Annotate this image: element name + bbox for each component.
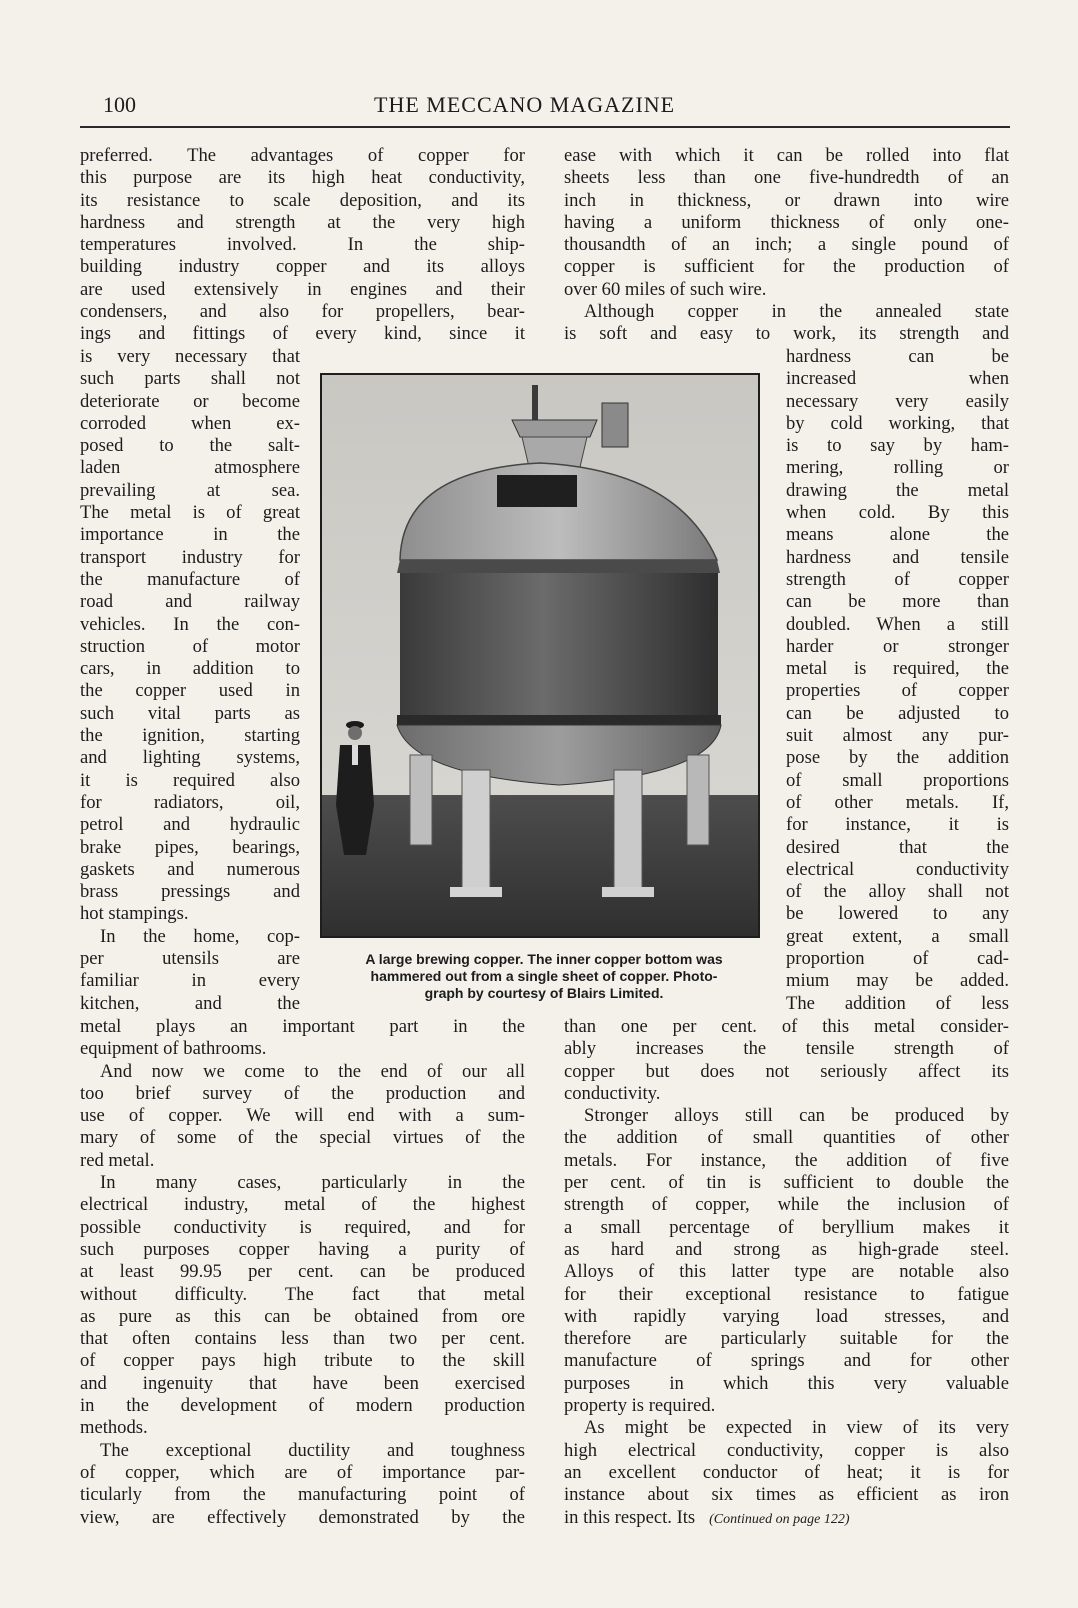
text-line: than one per cent. of this metal consider- [564, 1016, 1009, 1037]
text-line: transport industry for [80, 546, 300, 568]
text-line: Alloys of this latter type are notable also [564, 1261, 1009, 1283]
caption-line: hammered out from a single sheet of copper. Photo- [370, 968, 718, 984]
text-line: proportion of cad- [786, 948, 1009, 970]
text-line: thousandth of an inch; a single pound of [564, 234, 1009, 256]
text-line: such vital parts as [80, 702, 300, 724]
text-line: property is required. [564, 1395, 716, 1417]
text-line: posed to the salt- [80, 435, 300, 457]
text-line: ings and fittings of every kind, since it [80, 323, 525, 345]
text-line: that often contains less than two per cent. [80, 1328, 525, 1350]
text-line: In many cases, particularly in the [100, 1172, 525, 1194]
text-line: electrical conductivity [786, 858, 1009, 880]
text-line: it is required also [80, 769, 300, 791]
right-column-top [564, 145, 1009, 346]
text-line: with rapidly varying load stresses, and [564, 1305, 1009, 1327]
right-column-bottom [564, 1016, 1009, 1531]
text-line: condensers, and also for propellers, bear- [80, 301, 525, 323]
text-line: in the development of modern production [80, 1395, 525, 1417]
text-line: mium may be added. [786, 970, 1009, 992]
text-line [564, 1507, 1009, 1531]
text-line: the copper used in [80, 680, 300, 702]
text-line: mering, rolling or [786, 457, 1009, 479]
text-line: purposes in which this very valuable [564, 1372, 1009, 1394]
text-line: for instance, it is [786, 814, 1009, 836]
header-rule [80, 126, 1010, 128]
right-column-wrap [786, 346, 1009, 1015]
text-line: The addition of less [786, 992, 1009, 1014]
text-line: metal plays an important part in the [80, 1016, 525, 1037]
magazine-title: THE MECCANO MAGAZINE [374, 92, 676, 117]
text-line: building industry copper and its alloys [80, 256, 525, 278]
text-line: instance about six times as efficient as iron [564, 1484, 1009, 1506]
photo-caption [318, 951, 770, 1002]
brewing-copper-illustration [322, 375, 758, 936]
text-line: vehicles. In the con- [80, 613, 300, 635]
text-line: is to say by ham- [786, 435, 1009, 457]
text-line: a small percentage of beryllium makes it [564, 1216, 1009, 1238]
text-line: an excellent conductor of heat; it is for [564, 1461, 1009, 1483]
text-line: road and railway [80, 591, 300, 613]
text-line: mary of some of the special virtues of the [80, 1127, 525, 1149]
text-line: can be adjusted to [786, 702, 1009, 724]
text-line: hardness and tensile [786, 546, 1009, 568]
text-line: having a uniform thickness of only one- [564, 211, 1009, 233]
text-line: corroded when ex- [80, 412, 300, 434]
text-line: of small proportions [786, 769, 1009, 791]
text-line: metals. For instance, the addition of five [564, 1149, 1009, 1171]
text-line: ticularly from the manufacturing point of [80, 1484, 525, 1506]
text-line: hardness and strength at the very high [80, 211, 525, 233]
text-line: temperatures involved. In the ship- [80, 234, 525, 256]
text-line: the addition of small quantities of other [564, 1127, 1009, 1149]
text-line: kitchen, and the [80, 992, 300, 1014]
text-line: Although copper in the annealed state [584, 301, 1009, 323]
left-column-wrap [80, 346, 300, 1015]
text-line: ease with which it can be rolled into flat [564, 145, 1009, 166]
text-line: copper is sufficient for the production of [564, 256, 1009, 278]
text-line: gaskets and numerous [80, 858, 300, 880]
text-line: As might be expected in view of its very [584, 1417, 1009, 1439]
text-line: such purposes copper having a purity of [80, 1238, 525, 1260]
text-line: at least 99.95 per cent. can be produced [80, 1261, 525, 1283]
text-line: properties of copper [786, 680, 1009, 702]
text-line: use of copper. We will end with a sum- [80, 1105, 525, 1127]
text-line: necessary very easily [786, 390, 1009, 412]
text-line: metal is required, the [786, 658, 1009, 680]
text-line: for their exceptional resistance to fatigue [564, 1283, 1009, 1305]
text-line: red metal. [80, 1149, 155, 1171]
text-line: In the home, cop- [100, 925, 300, 947]
text-line: strength of copper [786, 568, 1009, 590]
caption-line: A large brewing copper. The inner copper bottom was [365, 951, 723, 967]
text-line: is soft and easy to work, its strength and [564, 323, 1009, 345]
text-line: view, are effectively demonstrated by the [80, 1506, 525, 1528]
text-line: per cent. of tin is sufficient to double the [564, 1172, 1009, 1194]
text-line: methods. [80, 1417, 148, 1439]
text-line: conductivity. [564, 1082, 661, 1104]
text-line: laden atmosphere [80, 457, 300, 479]
text-line: and lighting systems, [80, 747, 300, 769]
text-line: of the alloy shall not [786, 881, 1009, 903]
brewing-copper-photo [320, 373, 760, 938]
text-line: hot stampings. [80, 903, 189, 925]
text-line: by cold working, that [786, 412, 1009, 434]
text-line: electrical industry, metal of the highest [80, 1194, 525, 1216]
text-line: strength of copper, while the inclusion of [564, 1194, 1009, 1216]
text-line: be lowered to any [786, 903, 1009, 925]
text-line: ably increases the tensile strength of [564, 1038, 1009, 1060]
text-line: this purpose are its high heat conductivity, [80, 167, 525, 189]
text-line: desired that the [786, 836, 1009, 858]
text-line: petrol and hydraulic [80, 814, 300, 836]
text-line: as hard and strong as high-grade steel. [564, 1238, 1009, 1260]
text-line: of other metals. If, [786, 791, 1009, 813]
text-line: increased when [786, 368, 1009, 390]
text-line: sheets less than one five-hundredth of an [564, 167, 1009, 189]
text-line: the ignition, starting [80, 725, 300, 747]
text-line: without difficulty. The fact that metal [80, 1283, 525, 1305]
text-line: such parts shall not [80, 368, 300, 390]
text-line: manufacture of springs and for other [564, 1350, 1009, 1372]
text-line: harder or stronger [786, 635, 1009, 657]
text-line: hardness can be [786, 346, 1009, 367]
left-column-bottom [80, 1016, 525, 1529]
text-line: for radiators, oil, [80, 791, 300, 813]
text-line: copper but does not seriously affect its [564, 1060, 1009, 1082]
text-line: of copper, which are of importance par- [80, 1461, 525, 1483]
text-line: too brief survey of the production and [80, 1082, 525, 1104]
text-line: drawing the metal [786, 479, 1009, 501]
text-line: are used extensively in engines and their [80, 278, 525, 300]
continued-note: (Continued on page 122) [709, 1511, 850, 1527]
text-line: therefore are particularly suitable for the [564, 1328, 1009, 1350]
text-line: and ingenuity that have been exercised [80, 1372, 525, 1394]
text-line: And now we come to the end of our all [100, 1060, 525, 1082]
text-line: high electrical conductivity, copper is also [564, 1439, 1009, 1461]
text-line: cars, in addition to [80, 658, 300, 680]
text-line: brass pressings and [80, 881, 300, 903]
text-line-last: in this respect. Its [564, 1506, 696, 1528]
left-column-top [80, 145, 525, 346]
text-line: its resistance to scale deposition, and its [80, 189, 525, 211]
text-line: when cold. By this [786, 502, 1009, 524]
text-line: Stronger alloys still can be produced by [584, 1105, 1009, 1127]
text-line: struction of motor [80, 635, 300, 657]
text-line: doubled. When a still [786, 613, 1009, 635]
text-line: suit almost any pur- [786, 725, 1009, 747]
caption-line: graph by courtesy of Blairs Limited. [424, 985, 664, 1001]
text-line: brake pipes, bearings, [80, 836, 300, 858]
text-line: familiar in every [80, 970, 300, 992]
text-line: per utensils are [80, 948, 300, 970]
text-line: great extent, a small [786, 925, 1009, 947]
text-line: as pure as this can be obtained from ore [80, 1305, 525, 1327]
text-line: means alone the [786, 524, 1009, 546]
text-line: The exceptional ductility and toughness [100, 1439, 525, 1461]
text-line: can be more than [786, 591, 1009, 613]
text-line: the manufacture of [80, 568, 300, 590]
text-line: possible conductivity is required, and for [80, 1216, 525, 1238]
text-line: is very necessary that [80, 346, 300, 367]
text-line: over 60 miles of such wire. [564, 278, 767, 300]
text-line: prevailing at sea. [80, 479, 300, 501]
text-line: pose by the addition [786, 747, 1009, 769]
text-line: of copper pays high tribute to the skill [80, 1350, 525, 1372]
text-line: inch in thickness, or drawn into wire [564, 189, 1009, 211]
page-number: 100 [103, 92, 136, 117]
text-line: equipment of bathrooms. [80, 1038, 267, 1060]
text-line: deteriorate or become [80, 390, 300, 412]
text-line: importance in the [80, 524, 300, 546]
text-line: The metal is of great [80, 502, 300, 524]
text-line: preferred. The advantages of copper for [80, 145, 525, 166]
